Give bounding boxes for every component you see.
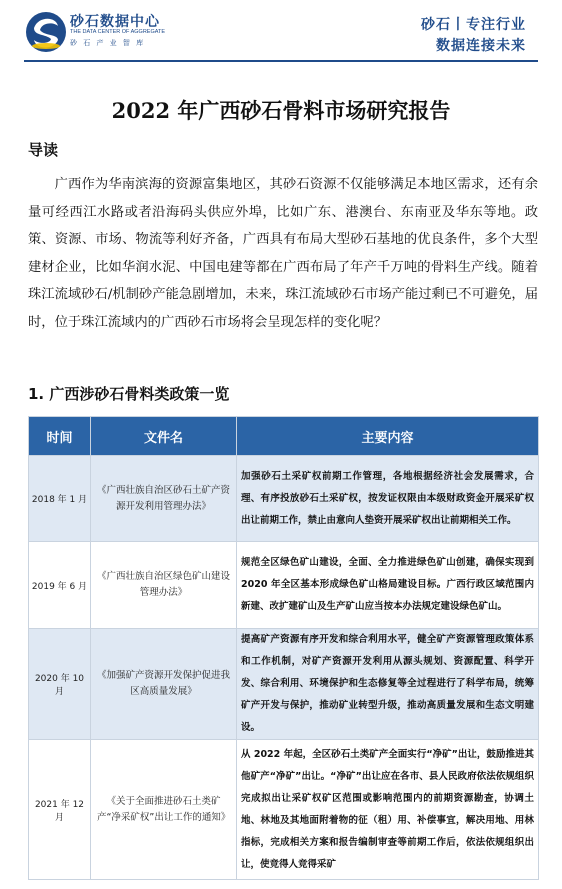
table-row xyxy=(29,456,539,542)
header-divider xyxy=(24,60,538,62)
table-row xyxy=(29,629,539,740)
logo-text: 砂石数据中心 xyxy=(70,14,160,30)
cell-content: 规范全区绿色矿山建设，全面、全力推进绿色矿山创建，确保实现到 2020 年全区基本形成绿色矿山格局建设目标。广西行政区域范围内新建、改扩建矿山及生产矿山应当按本办法规定建设绿色矿山。 xyxy=(237,542,539,629)
table-row xyxy=(29,740,539,880)
policy-table xyxy=(28,416,539,880)
table-row xyxy=(29,542,539,629)
section-heading: 1. 广西涉砂石骨料类政策一览 xyxy=(28,385,230,403)
cell-content: 提高矿产资源有序开发和综合利用水平，健全矿产资源管理政策体系和工作机制，对矿产资源开发利用从源头规划、资源配置、科学开发、综合利用、环境保护和生态修复等全过程进行了科学布局，统筹矿产开发与保护，推动矿业转型升级，推动高质量发展和生态文明建设。 xyxy=(237,629,539,740)
slogan-line-1: 砂石丨专注行业 xyxy=(421,17,526,33)
intro-paragraph: 广西作为华南滨海的资源富集地区，其砂石资源不仅能够满足本地区需求，还有余量可经西江水路或者沿海码头供应外埠，比如广东、港澳台、东南亚及华东等地。政策、资源、市场、物流等利好齐备，广西具有布局大型砂石基地的优良条件，多个大型建材企业，比如华润水泥、中国电建等都在广西布局了年产千万吨的骨料生产线。随着珠江流域砂石/机制砂产能急剧增加，未来，珠江流域砂石市场产能过剩已不可避免，届时，位于珠江流域内的广西砂石市场将会呈现怎样的变化呢？ xyxy=(28,177,538,330)
page-header xyxy=(0,0,562,62)
cell-name: 《加强矿产资源开发保护促进我区高质量发展》 xyxy=(91,629,237,740)
cell-name: 《广西壮族自治区砂石土矿产资源开发利用管理办法》 xyxy=(91,456,237,542)
cell-time: 2018 年 1 月 xyxy=(29,456,91,542)
logo-icon xyxy=(24,10,68,54)
cell-name: 《关于全面推进砂石土类矿产“净采矿权”出让工作的通知》 xyxy=(91,740,237,880)
cell-content: 加强砂石土采矿权前期工作管理，各地根据经济社会发展需求，合理、有序投放砂石土采矿权，按发证权限由本级财政资金开展采矿权出让前期工作，禁止由意向人垫资开展采矿权出让前期相关工作。 xyxy=(237,456,539,542)
logo-english-text: THE DATA CENTER OF AGGREGATE xyxy=(70,29,166,35)
cell-content: 从 2022 年起，全区砂石土类矿产全面实行“净矿”出让，鼓励推进其他矿产“净矿”出让。“净矿”出让应在各市、县人民政府依法依规组织完成拟出让采矿权矿区范围或影响范围内的前期资源勘查，协调土地、林地及其地面附着物的征（租）用、补偿事宜，解决用地、用林指标，完成相关方案和报告编制审查等前期工作后，依法依规组织出让，使竞得人竞得采矿 xyxy=(237,740,539,880)
column-header-content: 主要内容 xyxy=(237,417,539,456)
cell-name: 《广西壮族自治区绿色矿山建设管理办法》 xyxy=(91,542,237,629)
table-header-row xyxy=(29,417,539,456)
cell-time: 2020 年 10 月 xyxy=(29,629,91,740)
column-header-name: 文件名 xyxy=(91,417,237,456)
logo-subtitle: 砂 石 产 业 智 库 xyxy=(70,39,146,47)
slogan-line-2: 数据连接未来 xyxy=(436,38,526,54)
cell-time: 2019 年 6 月 xyxy=(29,542,91,629)
cell-time: 2021 年 12 月 xyxy=(29,740,91,880)
column-header-time: 时间 xyxy=(29,417,91,456)
page-title: 2022 年广西砂石骨料市场研究报告 xyxy=(111,98,451,123)
intro-heading: 导读 xyxy=(28,141,59,159)
